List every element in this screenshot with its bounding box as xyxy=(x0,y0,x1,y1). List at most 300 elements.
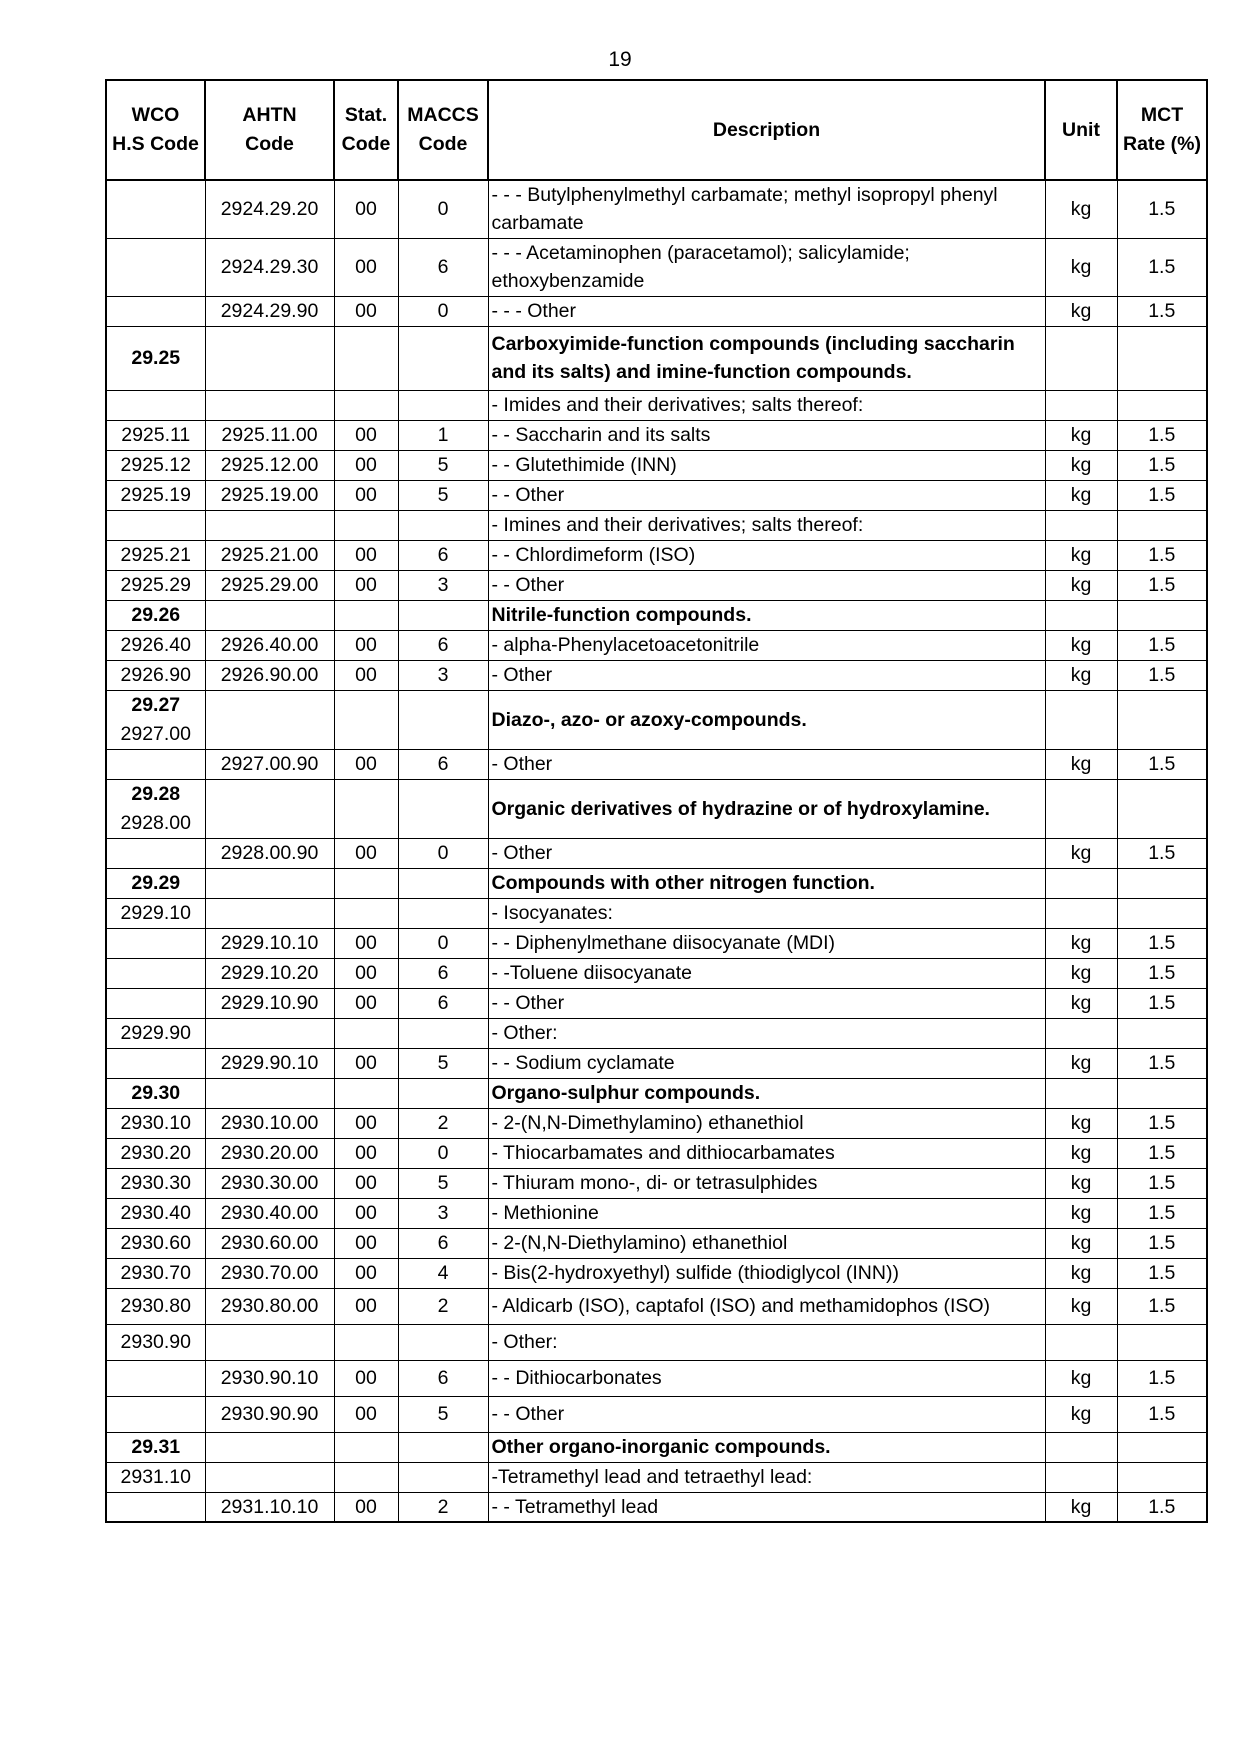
cell-ahtn-code: 2930.20.00 xyxy=(205,1138,334,1168)
cell-stat-code: 00 xyxy=(334,238,398,296)
cell-stat-code: 00 xyxy=(334,540,398,570)
header-ahtn xyxy=(205,80,334,180)
cell-mct-rate xyxy=(1117,1078,1207,1108)
table-row xyxy=(106,988,1207,1018)
cell-maccs-code: 0 xyxy=(398,838,488,868)
cell-ahtn-code xyxy=(205,1462,334,1492)
cell-description: Other organo-inorganic compounds. xyxy=(488,1432,1045,1462)
cell-stat-code: 00 xyxy=(334,180,398,238)
cell-wco-code: 29.30 xyxy=(106,1078,205,1108)
cell-unit: kg xyxy=(1045,420,1117,450)
cell-description: - Other xyxy=(488,660,1045,690)
cell-description: - - Tetramethyl lead xyxy=(488,1492,1045,1522)
cell-ahtn-code xyxy=(205,868,334,898)
table-row xyxy=(106,779,1207,838)
cell-ahtn-code: 2930.90.90 xyxy=(205,1396,334,1432)
cell-unit: kg xyxy=(1045,630,1117,660)
cell-maccs-code xyxy=(398,868,488,898)
cell-mct-rate: 1.5 xyxy=(1117,838,1207,868)
cell-mct-rate xyxy=(1117,510,1207,540)
cell-description: - - Glutethimide (INN) xyxy=(488,450,1045,480)
tariff-table-body xyxy=(106,180,1207,1522)
table-row xyxy=(106,180,1207,238)
table-row xyxy=(106,540,1207,570)
header-maccs-line1: MACCS xyxy=(407,104,479,126)
table-row xyxy=(106,630,1207,660)
cell-description: Organo-sulphur compounds. xyxy=(488,1078,1045,1108)
cell-maccs-code: 3 xyxy=(398,570,488,600)
cell-ahtn-code: 2929.10.90 xyxy=(205,988,334,1018)
cell-stat-code xyxy=(334,1324,398,1360)
cell-description: - - Sodium cyclamate xyxy=(488,1048,1045,1078)
cell-unit xyxy=(1045,600,1117,630)
cell-description: - Other xyxy=(488,838,1045,868)
cell-stat-code: 00 xyxy=(334,1138,398,1168)
cell-ahtn-code: 2927.00.90 xyxy=(205,749,334,779)
header-wco-line1: WCO xyxy=(131,104,180,126)
cell-description: - -Toluene diisocyanate xyxy=(488,958,1045,988)
cell-wco-code xyxy=(106,390,205,420)
cell-ahtn-code: 2930.70.00 xyxy=(205,1258,334,1288)
cell-stat-code: 00 xyxy=(334,420,398,450)
cell-description: - - Other xyxy=(488,480,1045,510)
cell-maccs-code xyxy=(398,779,488,838)
tariff-table xyxy=(105,79,1208,1523)
table-row xyxy=(106,1258,1207,1288)
table-row xyxy=(106,238,1207,296)
cell-maccs-code xyxy=(398,1462,488,1492)
cell-unit: kg xyxy=(1045,296,1117,326)
cell-mct-rate: 1.5 xyxy=(1117,1258,1207,1288)
cell-unit: kg xyxy=(1045,1492,1117,1522)
cell-maccs-code: 6 xyxy=(398,1228,488,1258)
cell-ahtn-code: 2924.29.20 xyxy=(205,180,334,238)
cell-wco-code: 2929.10 xyxy=(106,898,205,928)
cell-stat-code: 00 xyxy=(334,1396,398,1432)
header-ahtn-line1: AHTN xyxy=(242,104,297,126)
cell-unit: kg xyxy=(1045,1360,1117,1396)
cell-ahtn-code: 2924.29.30 xyxy=(205,238,334,296)
cell-stat-code: 00 xyxy=(334,630,398,660)
cell-wco-code: 2930.70 xyxy=(106,1258,205,1288)
cell-unit xyxy=(1045,1324,1117,1360)
cell-unit xyxy=(1045,868,1117,898)
cell-ahtn-code: 2929.10.10 xyxy=(205,928,334,958)
cell-ahtn-code: 2928.00.90 xyxy=(205,838,334,868)
cell-maccs-code xyxy=(398,1324,488,1360)
cell-mct-rate xyxy=(1117,868,1207,898)
cell-stat-code: 00 xyxy=(334,988,398,1018)
cell-wco-code: 2925.21 xyxy=(106,540,205,570)
table-row xyxy=(106,420,1207,450)
cell-description: - - Chlordimeform (ISO) xyxy=(488,540,1045,570)
cell-stat-code: 00 xyxy=(334,1168,398,1198)
cell-ahtn-code xyxy=(205,898,334,928)
cell-maccs-code: 6 xyxy=(398,988,488,1018)
cell-mct-rate: 1.5 xyxy=(1117,1138,1207,1168)
cell-maccs-code xyxy=(398,600,488,630)
cell-wco-code xyxy=(106,690,205,749)
cell-wco-code: 2925.19 xyxy=(106,480,205,510)
cell-ahtn-code xyxy=(205,600,334,630)
cell-mct-rate xyxy=(1117,898,1207,928)
table-row xyxy=(106,1462,1207,1492)
cell-description: - Thiocarbamates and dithiocarbamates xyxy=(488,1138,1045,1168)
cell-description: - - - Butylphenylmethyl carbamate; methyl isopropyl phenyl carbamate xyxy=(488,180,1045,238)
cell-wco-code xyxy=(106,1360,205,1396)
cell-mct-rate xyxy=(1117,1432,1207,1462)
cell-unit xyxy=(1045,510,1117,540)
cell-ahtn-code: 2926.90.00 xyxy=(205,660,334,690)
cell-wco-code: 29.26 xyxy=(106,600,205,630)
table-row xyxy=(106,1432,1207,1462)
cell-description: - Methionine xyxy=(488,1198,1045,1228)
cell-wco-code: 2930.30 xyxy=(106,1168,205,1198)
header-rate-line2: Rate (%) xyxy=(1122,133,1201,155)
cell-description: Organic derivatives of hydrazine or of hydroxylamine. xyxy=(488,779,1045,838)
table-row xyxy=(106,296,1207,326)
cell-wco-code: 29.29 xyxy=(106,868,205,898)
cell-unit: kg xyxy=(1045,480,1117,510)
cell-unit xyxy=(1045,690,1117,749)
cell-stat-code: 00 xyxy=(334,958,398,988)
cell-mct-rate: 1.5 xyxy=(1117,660,1207,690)
cell-unit: kg xyxy=(1045,180,1117,238)
header-maccs xyxy=(398,80,488,180)
cell-wco-code: 2926.40 xyxy=(106,630,205,660)
table-row xyxy=(106,1360,1207,1396)
cell-description: - - - Other xyxy=(488,296,1045,326)
cell-unit: kg xyxy=(1045,1258,1117,1288)
page-number: 19 xyxy=(608,48,632,71)
cell-unit: kg xyxy=(1045,1288,1117,1324)
cell-wco-heading: 29.28 xyxy=(131,782,181,805)
table-row xyxy=(106,749,1207,779)
cell-mct-rate: 1.5 xyxy=(1117,928,1207,958)
cell-mct-rate: 1.5 xyxy=(1117,1108,1207,1138)
table-row xyxy=(106,1168,1207,1198)
cell-mct-rate: 1.5 xyxy=(1117,988,1207,1018)
cell-maccs-code: 2 xyxy=(398,1108,488,1138)
cell-ahtn-code xyxy=(205,1018,334,1048)
cell-stat-code: 00 xyxy=(334,1492,398,1522)
cell-wco-code: 2929.90 xyxy=(106,1018,205,1048)
cell-stat-code: 00 xyxy=(334,838,398,868)
header-rate-line1: MCT xyxy=(1140,104,1184,126)
cell-unit: kg xyxy=(1045,988,1117,1018)
cell-maccs-code: 3 xyxy=(398,1198,488,1228)
cell-unit: kg xyxy=(1045,238,1117,296)
table-row xyxy=(106,510,1207,540)
cell-ahtn-code: 2925.12.00 xyxy=(205,450,334,480)
cell-ahtn-code xyxy=(205,779,334,838)
cell-mct-rate xyxy=(1117,1324,1207,1360)
cell-unit xyxy=(1045,898,1117,928)
cell-maccs-code xyxy=(398,690,488,749)
cell-wco-code: 2931.10 xyxy=(106,1462,205,1492)
cell-mct-rate: 1.5 xyxy=(1117,296,1207,326)
cell-description: Compounds with other nitrogen function. xyxy=(488,868,1045,898)
cell-description: Diazo-, azo- or azoxy-compounds. xyxy=(488,690,1045,749)
cell-mct-rate xyxy=(1117,690,1207,749)
table-row xyxy=(106,1288,1207,1324)
cell-description: - Imides and their derivatives; salts thereof: xyxy=(488,390,1045,420)
cell-ahtn-code: 2930.60.00 xyxy=(205,1228,334,1258)
cell-maccs-code: 6 xyxy=(398,630,488,660)
cell-ahtn-code: 2925.19.00 xyxy=(205,480,334,510)
cell-mct-rate: 1.5 xyxy=(1117,570,1207,600)
header-wco-line2: H.S Code xyxy=(112,133,199,155)
table-row xyxy=(106,600,1207,630)
table-row xyxy=(106,868,1207,898)
cell-maccs-code: 1 xyxy=(398,420,488,450)
table-row xyxy=(106,958,1207,988)
cell-ahtn-code: 2930.10.00 xyxy=(205,1108,334,1138)
header-stat xyxy=(334,80,398,180)
cell-stat-code xyxy=(334,390,398,420)
cell-description: - - Dithiocarbonates xyxy=(488,1360,1045,1396)
table-row xyxy=(106,928,1207,958)
cell-mct-rate: 1.5 xyxy=(1117,1048,1207,1078)
header-ahtn-line2: Code xyxy=(245,133,294,155)
cell-mct-rate: 1.5 xyxy=(1117,450,1207,480)
cell-ahtn-code: 2925.29.00 xyxy=(205,570,334,600)
table-row xyxy=(106,1492,1207,1522)
cell-wco-code: 2925.11 xyxy=(106,420,205,450)
table-row xyxy=(106,1396,1207,1432)
cell-maccs-code: 6 xyxy=(398,958,488,988)
table-row xyxy=(106,570,1207,600)
cell-ahtn-code xyxy=(205,326,334,390)
cell-maccs-code: 3 xyxy=(398,660,488,690)
cell-stat-code: 00 xyxy=(334,749,398,779)
cell-wco-code xyxy=(106,510,205,540)
cell-stat-code: 00 xyxy=(334,1228,398,1258)
cell-maccs-code: 0 xyxy=(398,928,488,958)
cell-wco-code xyxy=(106,958,205,988)
cell-maccs-code: 2 xyxy=(398,1288,488,1324)
header-stat-line1: Stat. xyxy=(344,104,388,126)
cell-maccs-code xyxy=(398,1018,488,1048)
cell-maccs-code xyxy=(398,390,488,420)
cell-wco-code xyxy=(106,180,205,238)
cell-stat-code xyxy=(334,600,398,630)
cell-wco-code: 2926.90 xyxy=(106,660,205,690)
header-maccs-line2: Code xyxy=(418,133,468,155)
cell-unit: kg xyxy=(1045,1228,1117,1258)
cell-wco-code xyxy=(106,779,205,838)
cell-description: - - Other xyxy=(488,570,1045,600)
cell-wco-code: 29.25 xyxy=(106,326,205,390)
cell-description: - Thiuram mono-, di- or tetrasulphides xyxy=(488,1168,1045,1198)
cell-unit xyxy=(1045,1078,1117,1108)
cell-wco-code: 2930.80 xyxy=(106,1288,205,1324)
cell-ahtn-code: 2925.21.00 xyxy=(205,540,334,570)
cell-unit xyxy=(1045,1432,1117,1462)
cell-mct-rate: 1.5 xyxy=(1117,749,1207,779)
cell-unit: kg xyxy=(1045,660,1117,690)
cell-mct-rate xyxy=(1117,326,1207,390)
cell-mct-rate: 1.5 xyxy=(1117,540,1207,570)
table-row xyxy=(106,1198,1207,1228)
cell-unit xyxy=(1045,779,1117,838)
cell-ahtn-code xyxy=(205,390,334,420)
cell-ahtn-code: 2926.40.00 xyxy=(205,630,334,660)
header-row xyxy=(106,80,1207,180)
cell-wco-code xyxy=(106,1048,205,1078)
cell-stat-code: 00 xyxy=(334,1258,398,1288)
cell-stat-code xyxy=(334,898,398,928)
cell-wco-code xyxy=(106,838,205,868)
cell-stat-code: 00 xyxy=(334,1048,398,1078)
cell-unit xyxy=(1045,390,1117,420)
cell-ahtn-code: 2931.10.10 xyxy=(205,1492,334,1522)
cell-description: - - - Acetaminophen (paracetamol); salicylamide; ethoxybenzamide xyxy=(488,238,1045,296)
cell-maccs-code xyxy=(398,1432,488,1462)
cell-wco-heading: 29.27 xyxy=(131,693,181,716)
cell-stat-code xyxy=(334,326,398,390)
cell-maccs-code: 5 xyxy=(398,480,488,510)
cell-stat-code xyxy=(334,868,398,898)
cell-stat-code: 00 xyxy=(334,1198,398,1228)
cell-unit: kg xyxy=(1045,1168,1117,1198)
cell-description: - - Other xyxy=(488,988,1045,1018)
cell-mct-rate: 1.5 xyxy=(1117,958,1207,988)
cell-stat-code: 00 xyxy=(334,1108,398,1138)
cell-maccs-code: 6 xyxy=(398,1360,488,1396)
cell-wco-code: 2925.29 xyxy=(106,570,205,600)
cell-wco-code xyxy=(106,988,205,1018)
cell-unit xyxy=(1045,1462,1117,1492)
cell-stat-code: 00 xyxy=(334,480,398,510)
cell-maccs-code: 6 xyxy=(398,238,488,296)
cell-mct-rate xyxy=(1117,1462,1207,1492)
cell-maccs-code: 2 xyxy=(398,1492,488,1522)
cell-mct-rate xyxy=(1117,1018,1207,1048)
cell-unit: kg xyxy=(1045,838,1117,868)
cell-wco-code xyxy=(106,296,205,326)
cell-maccs-code: 5 xyxy=(398,1396,488,1432)
cell-mct-rate xyxy=(1117,390,1207,420)
cell-mct-rate: 1.5 xyxy=(1117,1198,1207,1228)
cell-maccs-code: 6 xyxy=(398,749,488,779)
cell-maccs-code: 5 xyxy=(398,1168,488,1198)
table-row xyxy=(106,1078,1207,1108)
cell-stat-code: 00 xyxy=(334,450,398,480)
cell-description: - - Other xyxy=(488,1396,1045,1432)
cell-mct-rate xyxy=(1117,600,1207,630)
cell-unit xyxy=(1045,326,1117,390)
cell-description: - - Saccharin and its salts xyxy=(488,420,1045,450)
table-row xyxy=(106,898,1207,928)
cell-unit: kg xyxy=(1045,570,1117,600)
cell-description: - alpha-Phenylacetoacetonitrile xyxy=(488,630,1045,660)
cell-ahtn-code xyxy=(205,1078,334,1108)
cell-wco-code xyxy=(106,749,205,779)
cell-stat-code xyxy=(334,690,398,749)
table-row xyxy=(106,838,1207,868)
cell-stat-code: 00 xyxy=(334,928,398,958)
cell-description: - Other: xyxy=(488,1018,1045,1048)
cell-description: - Other: xyxy=(488,1324,1045,1360)
cell-unit: kg xyxy=(1045,1396,1117,1432)
cell-mct-rate: 1.5 xyxy=(1117,630,1207,660)
cell-description: - Aldicarb (ISO), captafol (ISO) and methamidophos (ISO) xyxy=(488,1288,1045,1324)
cell-stat-code xyxy=(334,1078,398,1108)
cell-unit: kg xyxy=(1045,1108,1117,1138)
cell-description: - Isocyanates: xyxy=(488,898,1045,928)
cell-stat-code xyxy=(334,1432,398,1462)
cell-maccs-code: 5 xyxy=(398,1048,488,1078)
cell-wco-code: 2930.10 xyxy=(106,1108,205,1138)
cell-unit: kg xyxy=(1045,1138,1117,1168)
cell-ahtn-code xyxy=(205,690,334,749)
cell-description: - 2-(N,N-Diethylamino) ethanethiol xyxy=(488,1228,1045,1258)
cell-mct-rate: 1.5 xyxy=(1117,1288,1207,1324)
cell-ahtn-code xyxy=(205,510,334,540)
cell-unit: kg xyxy=(1045,1048,1117,1078)
cell-description: - Other xyxy=(488,749,1045,779)
table-row xyxy=(106,660,1207,690)
cell-mct-rate: 1.5 xyxy=(1117,1492,1207,1522)
table-row xyxy=(106,1138,1207,1168)
cell-unit: kg xyxy=(1045,928,1117,958)
cell-ahtn-code: 2924.29.90 xyxy=(205,296,334,326)
cell-stat-code: 00 xyxy=(334,1360,398,1396)
cell-stat-code xyxy=(334,510,398,540)
cell-description: - Imines and their derivatives; salts thereof: xyxy=(488,510,1045,540)
cell-unit: kg xyxy=(1045,1198,1117,1228)
cell-maccs-code: 5 xyxy=(398,450,488,480)
cell-ahtn-code: 2930.30.00 xyxy=(205,1168,334,1198)
cell-wco-subcode: 2928.00 xyxy=(120,811,191,834)
cell-maccs-code: 0 xyxy=(398,1138,488,1168)
table-row xyxy=(106,450,1207,480)
cell-wco-code: 29.31 xyxy=(106,1432,205,1462)
cell-mct-rate xyxy=(1117,779,1207,838)
cell-stat-code: 00 xyxy=(334,570,398,600)
cell-ahtn-code: 2930.90.10 xyxy=(205,1360,334,1396)
cell-stat-code xyxy=(334,779,398,838)
cell-mct-rate: 1.5 xyxy=(1117,238,1207,296)
cell-maccs-code: 0 xyxy=(398,180,488,238)
cell-ahtn-code: 2930.80.00 xyxy=(205,1288,334,1324)
table-row xyxy=(106,1108,1207,1138)
cell-description: - - Diphenylmethane diisocyanate (MDI) xyxy=(488,928,1045,958)
cell-mct-rate: 1.5 xyxy=(1117,1228,1207,1258)
cell-wco-code: 2930.60 xyxy=(106,1228,205,1258)
header-rate xyxy=(1117,80,1207,180)
header-description: Description xyxy=(488,80,1045,180)
table-row xyxy=(106,1048,1207,1078)
table-row xyxy=(106,690,1207,749)
cell-description: - Bis(2-hydroxyethyl) sulfide (thiodiglycol (INN)) xyxy=(488,1258,1045,1288)
cell-mct-rate: 1.5 xyxy=(1117,180,1207,238)
cell-unit: kg xyxy=(1045,958,1117,988)
cell-unit: kg xyxy=(1045,540,1117,570)
cell-wco-code: 2930.20 xyxy=(106,1138,205,1168)
cell-stat-code: 00 xyxy=(334,660,398,690)
cell-wco-code xyxy=(106,238,205,296)
cell-ahtn-code: 2929.90.10 xyxy=(205,1048,334,1078)
cell-maccs-code: 4 xyxy=(398,1258,488,1288)
cell-wco-code: 2925.12 xyxy=(106,450,205,480)
cell-wco-code xyxy=(106,928,205,958)
cell-maccs-code xyxy=(398,326,488,390)
cell-maccs-code: 6 xyxy=(398,540,488,570)
header-wco xyxy=(106,80,205,180)
cell-description: - 2-(N,N-Dimethylamino) ethanethiol xyxy=(488,1108,1045,1138)
